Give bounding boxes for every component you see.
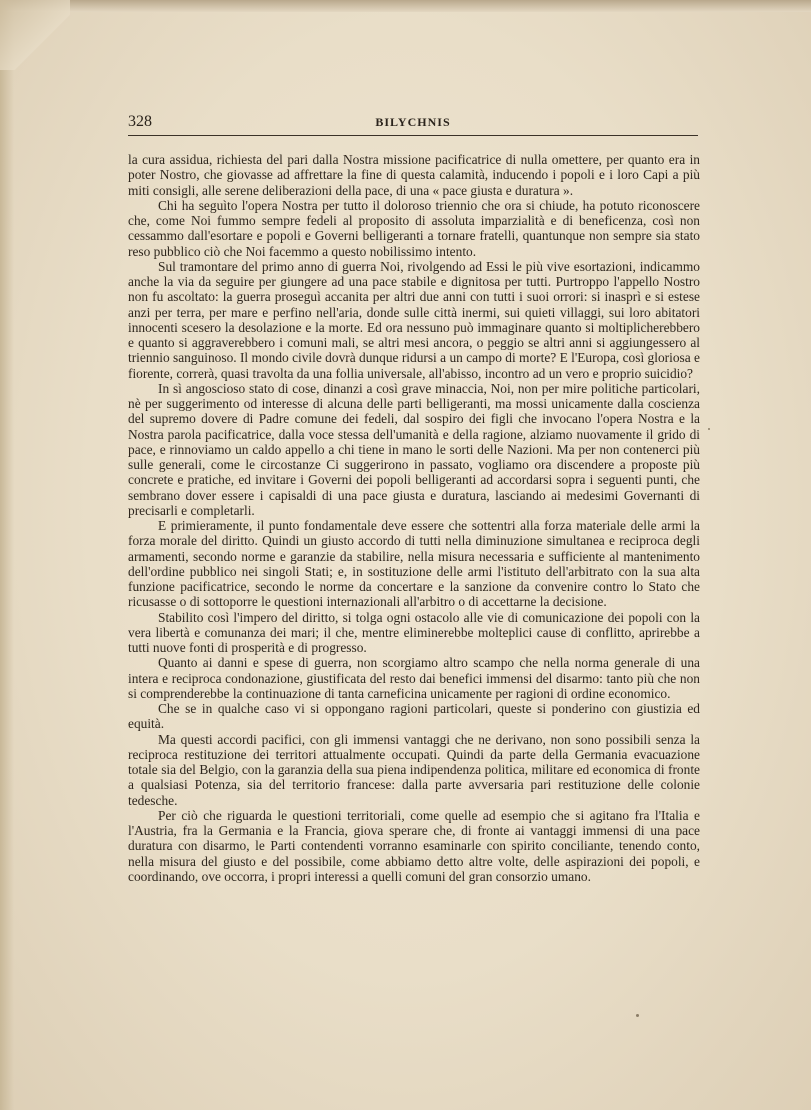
paragraph: Stabilito così l'impero del diritto, si tolga ogni ostacolo alle vie di comunicazione dei popoli con la vera libertà e comunanza dei mari; il che, mentre eliminerebbe molteplici cause di conflitto, aprirebbe a tutti nuove fonti di prosperità e di progresso.	[128, 609, 700, 655]
paragraph: Chi ha seguìto l'opera Nostra per tutto il doloroso triennio che ora si chiude, ha potuto riconoscere che, come Noi fummo sempre fedeli al proposito di assoluta imparzialità e di beneficenza, così non cessammo dall'esortare e popoli e Governi belligeranti a tornare fratelli, quantunque non sempre sia stato reso pubblico ciò che Noi facemmo a questo nobilissimo intento.	[128, 197, 700, 259]
paragraph: Ma questi accordi pacifici, con gli immensi vantaggi che ne derivano, non sono possibili senza la reciproca restituzione dei territori attualmente occupati. Quindi da parte della Germania evacuazione totale sia del Belgio, con la garanzia della sua piena indipendenza politica, militare ed economica di fronte a qualsiasi Potenza, sia del territorio francese: dalla parte avversaria pari restituzione delle colonie tedesche.	[128, 731, 700, 808]
paragraph: In sì angoscioso stato di cose, dinanzi a così grave minaccia, Noi, non per mire politiche particolari, nè per suggerimento od interesse di alcuna delle parti belligeranti, ma mossi unicamente dalla coscienza del supremo dovere di Padre comune dei fedeli, dal sospiro dei figli che invocano l'opera Nostra e la Nostra parola pacificatrice, dalla voce stessa dell'umanità e della ragione, alziamo nuovamente il grido di pace, e rinnoviamo un caldo appello a chi tiene in mano le sorti delle Nazioni. Ma per non contenerci più sulle generali, come le circostanze Ci suggerirono in passato, vogliamo ora discendere a proposte più concrete e pratiche, ed invitare i Governi dei popoli belligeranti ad accordarsi sopra i seguenti punti, che sembrano dover essere i capisaldi di una pace giusta e duratura, lasciando ai medesimi Governanti di precisarli e completarli.	[128, 380, 700, 518]
body-text	[128, 152, 700, 884]
paragraph: E primieramente, il punto fondamentale deve essere che sottentri alla forza materiale delle armi la forza morale del diritto. Quindi un giusto accordo di tutti nella diminuzione simultanea e reciproca degli armamenti, secondo norme e garanzie da stabilire, nella misura necessaria e sufficiente al mantenimento dell'ordine pubblico nei singoli Stati; e, in sostituzione delle armi l'istituto dell'arbitrato con la sua alta funzione pacificatrice, secondo le norme da concertare e la sanzione da convenire contro lo Stato che ricusasse o di sottoporre le questioni internazionali all'arbitro o di accettarne la decisione.	[128, 518, 700, 610]
paragraph: la cura assidua, richiesta del pari dalla Nostra missione pacificatrice di nulla omettere, per quanto era in poter Nostro, che giovasse ad affrettare la fine di questa calamità, inducendo i popoli e i loro Capi a più miti consigli, alle serene deliberazioni della pace, di una « pace giusta e duratura ».	[128, 152, 700, 198]
paper-speck	[708, 428, 710, 430]
binding-shadow	[0, 0, 14, 1110]
paper-speck	[636, 1014, 639, 1017]
folded-corner	[0, 0, 70, 70]
paragraph: Sul tramontare del primo anno di guerra Noi, rivolgendo ad Essi le più vive esortazioni, indicammo anche la via da seguire per giungere ad una pace stabile e dignitosa per tutti. Purtroppo l'appello Nostro non fu ascoltato: la guerra proseguì accanita per altri due anni con tutti i suoi orrori: si inasprì e si estese anzi per terra, per mare e perfino nell'aria, donde sulle città inermi, sui quieti villaggi, sui loro abitatori innocenti scesero la desolazione e la morte. Ed ora nessuno può immaginare quanto si moltiplicherebbero e quanto si aggraverebbero i comuni mali, se altri mesi ancora, o peggio se altri anni si aggiungessero al triennio sanguinoso. Il mondo civile dovrà dunque ridursi a un campo di morte? E l'Europa, così gloriosa e fiorente, correrà, quasi travolta da una follia universale, all'abisso, incontro ad un vero e proprio suicidio?	[128, 258, 700, 381]
running-title: BILYCHNIS	[375, 115, 451, 129]
paragraph: Quanto ai danni e spese di guerra, non scorgiamo altro scampo che nella norma generale di una intera e reciproca condonazione, giustificata del resto dai benefici immensi del disarmo: tanto più che non si comprenderebbe la continuazione di tanta carneficina unicamente per ragioni di ordine economico.	[128, 655, 700, 701]
paragraph: Che se in qualche caso vi si oppongano ragioni particolari, queste si ponderino con giustizia ed equità.	[128, 701, 700, 732]
paragraph: Per ciò che riguarda le questioni territoriali, come quelle ad esempio che si agitano fra l'Italia e l'Austria, fra la Germania e la Francia, giova sperare che, di fronte ai vantaggi immensi di una pace duratura con disarmo, le Parti contendenti vorranno esaminarle con spirito conciliante, tenendo conto, nella misura del giusto e del possibile, come abbiamo detto altre volte, delle aspirazioni dei popoli, e coordinando, ove occorra, i propri interessi a quelli comuni del gran consorzio umano.	[128, 807, 700, 884]
running-header	[128, 113, 698, 136]
page-number: 328	[128, 113, 152, 130]
page-top-edge	[0, 0, 811, 12]
